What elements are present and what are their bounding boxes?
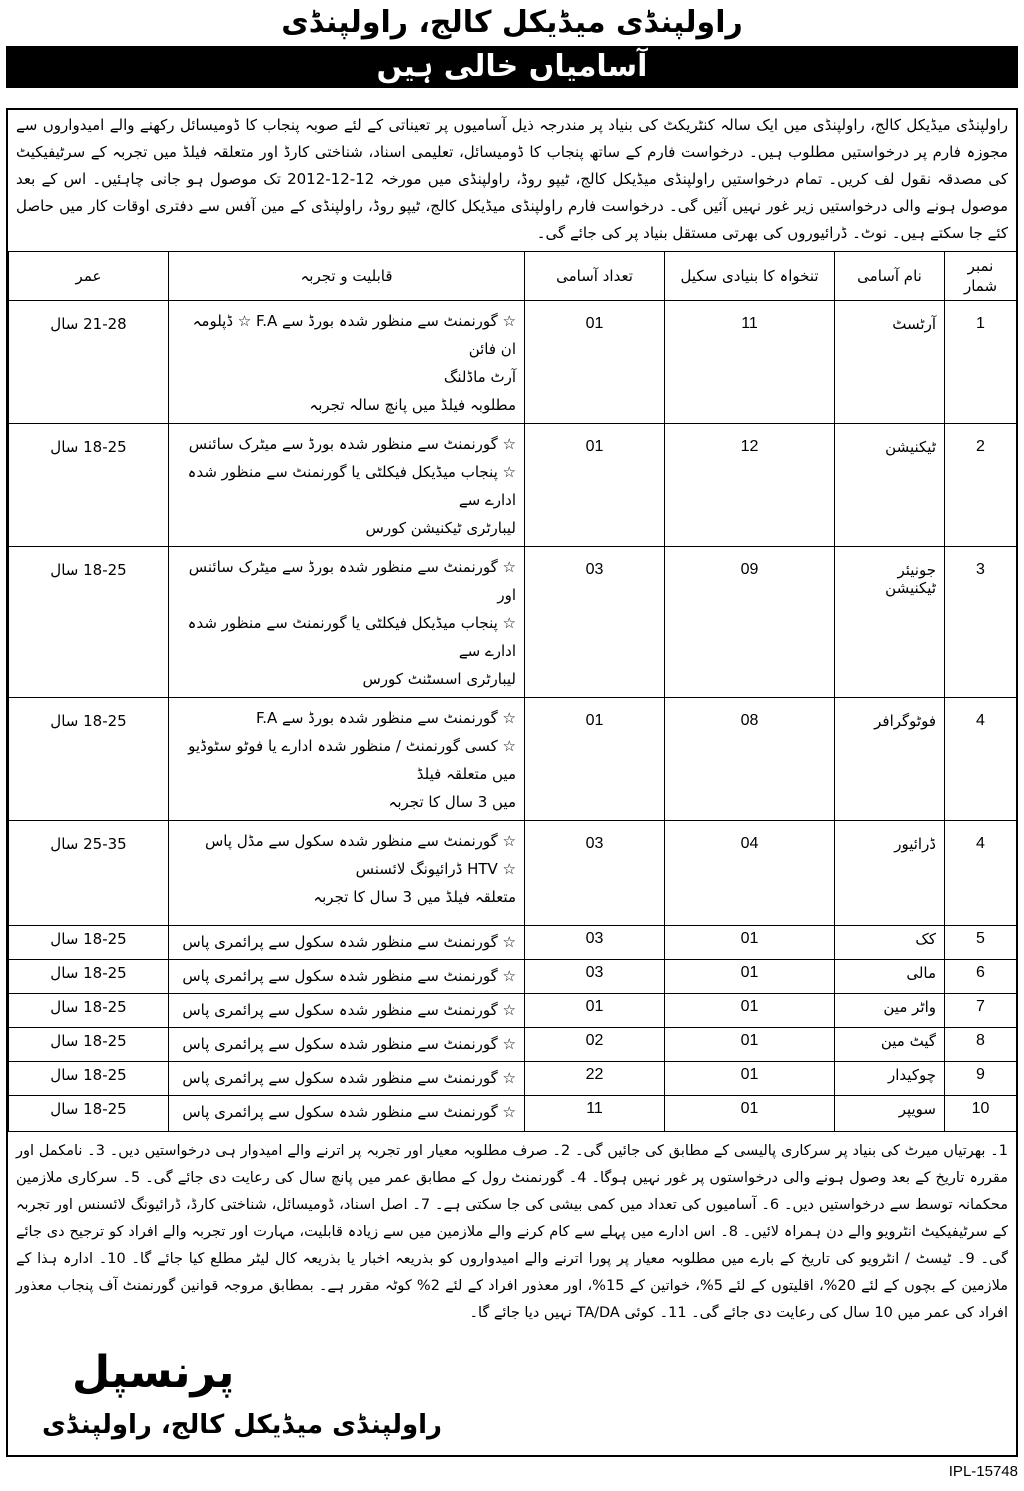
count-cell: 01 — [525, 698, 665, 821]
ad-frame — [6, 108, 1018, 1457]
age-cell: 18-25 سال — [9, 698, 169, 821]
qualification-cell — [169, 1062, 525, 1096]
qualification-line: ☆ کسی گورنمنٹ / منظور شدہ ادارے یا فوٹو سٹوڈیو میں متعلقہ فیلڈ — [188, 737, 516, 783]
table-row — [9, 698, 1017, 821]
header-age: عمر — [9, 252, 169, 301]
vacancies-banner: آسامیاں خالی ہیں — [6, 46, 1018, 88]
scale-cell: 01 — [665, 1062, 835, 1096]
qualification-line: ☆ گورنمنٹ سے منظور شدہ سکول سے پرائمری پاس — [182, 1035, 516, 1053]
table-row — [9, 1028, 1017, 1062]
qualification-cell — [169, 1096, 525, 1132]
scale-cell: 01 — [665, 994, 835, 1028]
header-qualification: قابلیت و تجربہ — [169, 252, 525, 301]
post-cell: مالی — [835, 960, 945, 994]
qualification-line: ☆ گورنمنٹ سے منظور شدہ سکول سے پرائمری پاس — [182, 1001, 516, 1019]
scale-cell: 01 — [665, 960, 835, 994]
serial-cell: 4 — [945, 698, 1017, 821]
post-cell: واٹر مین — [835, 994, 945, 1028]
scale-cell: 12 — [665, 424, 835, 547]
header-count: تعداد آسامی — [525, 252, 665, 301]
qualification-line: ☆ گورنمنٹ سے منظور شدہ سکول سے پرائمری پاس — [182, 933, 516, 951]
post-cell: جونیئر ٹیکنیشن — [835, 547, 945, 698]
post-cell: آرٹسٹ — [835, 301, 945, 424]
count-cell: 01 — [525, 301, 665, 424]
college-title: راولپنڈی میڈیکل کالج، راولپنڈی — [281, 5, 743, 40]
qualification-line: ☆ گورنمنٹ سے منظور شدہ بورڈ سے F.A ☆ ڈپلومہ ان فائن — [192, 312, 516, 358]
post-cell: گیٹ مین — [835, 1028, 945, 1062]
qualification-line: ☆ گورنمنٹ سے منظور شدہ بورڈ سے میٹرک سائنس — [188, 435, 516, 453]
qualification-cell — [169, 926, 525, 960]
table-row — [9, 960, 1017, 994]
terms-notes: 1۔ بھرتیاں میرٹ کی بنیاد پر سرکاری پالیسی کے مطابق کی جائیں گی۔ 2۔ صرف مطلوبہ معیار اور تجربہ پر اترنے والے امیدوار ہی درخواستیں دیں۔ 3۔ نامکمل اور مقررہ تاریخ کے بعد وصول ہونے والی درخواستوں پر غور نہیں ہوگا۔ 4۔ گورنمنٹ رول کے مطابق عمر میں پانچ سال کی رعایت دی جائے گی۔ 5۔ سرکاری ملازمین محکمانہ توسط سے درخواستیں دیں۔ 6۔ آسامیوں کی تعداد میں کمی بیشی کی جا سکتی ہے۔ 7۔ اصل اسناد، ڈومیسائل، شناختی کارڈ، ڈرائیونگ لائسنس اور تجربہ کے سرٹیفیکیٹ انٹرویو والے دن ہمراہ لائیں۔ 8۔ اس ادارے میں پہلے سے کام کرنے والے ملازمین میں سے زیادہ قابلیت، مہارت اور تجربہ والے افراد کو ترجیح دی جائے گی۔ 9۔ ٹیسٹ / انٹرویو کی تاریخ کے بارے میں مطلوبہ معیار پر پورا اترنے والے امیدواروں کو بذریعہ اخبار یا بذریعہ کال لیٹر مطلع کیا جائے گا۔ 10۔ ادارہ ہذا کے ملازمین کے بچوں کے لئے 20%، اقلیتوں کے لئے 5%، خواتین کے 15%، اور معذور افراد کے لئے 2% کوٹہ مقرر ہے۔ بمطابق مروجہ قوانین گورنمنٹ آف پنجاب معذور افراد کی عمر میں 10 سال کی رعایت دی جائے گی۔ 11۔ کوئی TA/DA نہیں دیا جائے گا۔ — [16, 1143, 1008, 1321]
vacancies-table — [8, 251, 1017, 1132]
qualification-line: ☆ گورنمنٹ سے منظور شدہ سکول سے مڈل پاس — [205, 832, 516, 850]
count-cell: 01 — [525, 424, 665, 547]
qualification-cell — [169, 424, 525, 547]
serial-cell: 7 — [945, 994, 1017, 1028]
signature-title: پرنسپل — [72, 1347, 235, 1398]
qualification-line: لیبارٹری اسسٹنٹ کورس — [362, 670, 516, 688]
serial-cell: 5 — [945, 926, 1017, 960]
post-cell: فوٹوگرافر — [835, 698, 945, 821]
age-cell: 18-25 سال — [9, 547, 169, 698]
age-cell: 25-35 سال — [9, 821, 169, 926]
scale-cell: 04 — [665, 821, 835, 926]
qualification-line: آرٹ ماڈلنگ — [443, 368, 516, 386]
qualification-cell — [169, 1028, 525, 1062]
serial-cell: 4 — [945, 821, 1017, 926]
serial-cell: 9 — [945, 1062, 1017, 1096]
signature-block — [8, 1331, 1016, 1455]
post-cell: سویپر — [835, 1096, 945, 1132]
serial-cell: 3 — [945, 547, 1017, 698]
age-cell: 18-25 سال — [9, 994, 169, 1028]
table-row — [9, 424, 1017, 547]
qualification-cell — [169, 547, 525, 698]
serial-cell: 2 — [945, 424, 1017, 547]
qualification-cell — [169, 960, 525, 994]
qualification-line: ☆ پنجاب میڈیکل فیکلٹی یا گورنمنٹ سے منظور شدہ ادارے سے — [187, 463, 516, 509]
qualification-line: میں 3 سال کا تجربہ — [388, 793, 516, 811]
header-serial: نمبر شمار — [945, 252, 1017, 301]
post-cell: چوکیدار — [835, 1062, 945, 1096]
count-cell: 03 — [525, 960, 665, 994]
serial-cell: 1 — [945, 301, 1017, 424]
table-row — [9, 301, 1017, 424]
count-cell: 03 — [525, 821, 665, 926]
header-scale: تنخواہ کا بنیادی سکیل — [665, 252, 835, 301]
count-cell: 03 — [525, 926, 665, 960]
post-cell: ڈرائیور — [835, 821, 945, 926]
qualification-line: متعلقہ فیلڈ میں 3 سال کا تجربہ — [313, 888, 516, 906]
qualification-cell — [169, 994, 525, 1028]
age-cell: 21-28 سال — [9, 301, 169, 424]
scale-cell: 09 — [665, 547, 835, 698]
age-cell: 18-25 سال — [9, 960, 169, 994]
table-row — [9, 1096, 1017, 1132]
signature-org: راولپنڈی میڈیکل کالج، راولپنڈی — [42, 1410, 442, 1440]
ad-reference: IPL-15748 — [948, 1463, 1018, 1480]
table-header-row — [9, 252, 1017, 301]
intro-paragraph: راولپنڈی میڈیکل کالج، راولپنڈی میں ایک سالہ کنٹریکٹ کی بنیاد پر مندرجہ ذیل آسامیوں پر تعیناتی کے لئے صوبہ پنجاب کا ڈومیسائل رکھنے والے امیدواروں سے مجوزہ فارم پر درخواستیں مطلوب ہیں۔ درخواست فارم کے ساتھ پنجاب کا ڈومیسائل، تعلیمی اسناد، شناختی کارڈ اور متعلقہ فیلڈ میں تجربہ کے سرٹیفیکیٹ کی مصدقہ نقول لف کریں۔ تمام درخواستیں راولپنڈی میڈیکل کالج، ٹیپو روڈ، راولپنڈی میں مورخہ 12-12-2012 تک موصول ہو جانی چاہئیں۔ اس کے بعد موصول ہونے والی درخواستیں زیر غور نہیں آئیں گی۔ درخواست فارم راولپنڈی میڈیکل کالج، ٹیپو روڈ، راولپنڈی کے مین آفس سے دفتری اوقات کار میں حاصل کئے جا سکتے ہیں۔ نوٹ۔ ڈرائیوروں کی بھرتی مستقل بنیاد پر کی جائے گی۔ — [16, 116, 1008, 242]
scale-cell: 08 — [665, 698, 835, 821]
post-cell: کک — [835, 926, 945, 960]
count-cell: 11 — [525, 1096, 665, 1132]
serial-cell: 10 — [945, 1096, 1017, 1132]
qualification-line: ☆ گورنمنٹ سے منظور شدہ سکول سے پرائمری پاس — [182, 1103, 516, 1121]
table-row — [9, 926, 1017, 960]
qualification-line: ☆ پنجاب میڈیکل فیکلٹی یا گورنمنٹ سے منظور شدہ ادارے سے — [187, 614, 516, 660]
table-row — [9, 547, 1017, 698]
serial-cell: 6 — [945, 960, 1017, 994]
qualification-line: ☆ گورنمنٹ سے منظور شدہ سکول سے پرائمری پاس — [182, 1069, 516, 1087]
age-cell: 18-25 سال — [9, 1028, 169, 1062]
qualification-line: ☆ گورنمنٹ سے منظور شدہ بورڈ سے F.A — [256, 709, 516, 727]
scale-cell: 01 — [665, 1028, 835, 1062]
header-post: نام آسامی — [835, 252, 945, 301]
qualification-line: ☆ گورنمنٹ سے منظور شدہ سکول سے پرائمری پاس — [182, 967, 516, 985]
scale-cell: 11 — [665, 301, 835, 424]
qualification-line: ☆ HTV ڈرائیونگ لائسنس — [355, 860, 516, 878]
qualification-cell — [169, 301, 525, 424]
count-cell: 22 — [525, 1062, 665, 1096]
qualification-line: ☆ گورنمنٹ سے منظور شدہ بورڈ سے میٹرک سائنس اور — [188, 558, 516, 604]
age-cell: 18-25 سال — [9, 1062, 169, 1096]
table-row — [9, 1062, 1017, 1096]
qualification-line: مطلوبہ فیلڈ میں پانچ سالہ تجربہ — [309, 396, 516, 414]
count-cell: 03 — [525, 547, 665, 698]
qualification-line: لیبارٹری ٹیکنیشن کورس — [365, 519, 516, 537]
age-cell: 18-25 سال — [9, 1096, 169, 1132]
qualification-cell — [169, 698, 525, 821]
serial-cell: 8 — [945, 1028, 1017, 1062]
age-cell: 18-25 سال — [9, 926, 169, 960]
age-cell: 18-25 سال — [9, 424, 169, 547]
post-cell: ٹیکنیشن — [835, 424, 945, 547]
scale-cell: 01 — [665, 926, 835, 960]
table-row — [9, 821, 1017, 926]
count-cell: 02 — [525, 1028, 665, 1062]
qualification-cell — [169, 821, 525, 926]
table-row — [9, 994, 1017, 1028]
scale-cell: 01 — [665, 1096, 835, 1132]
count-cell: 01 — [525, 994, 665, 1028]
